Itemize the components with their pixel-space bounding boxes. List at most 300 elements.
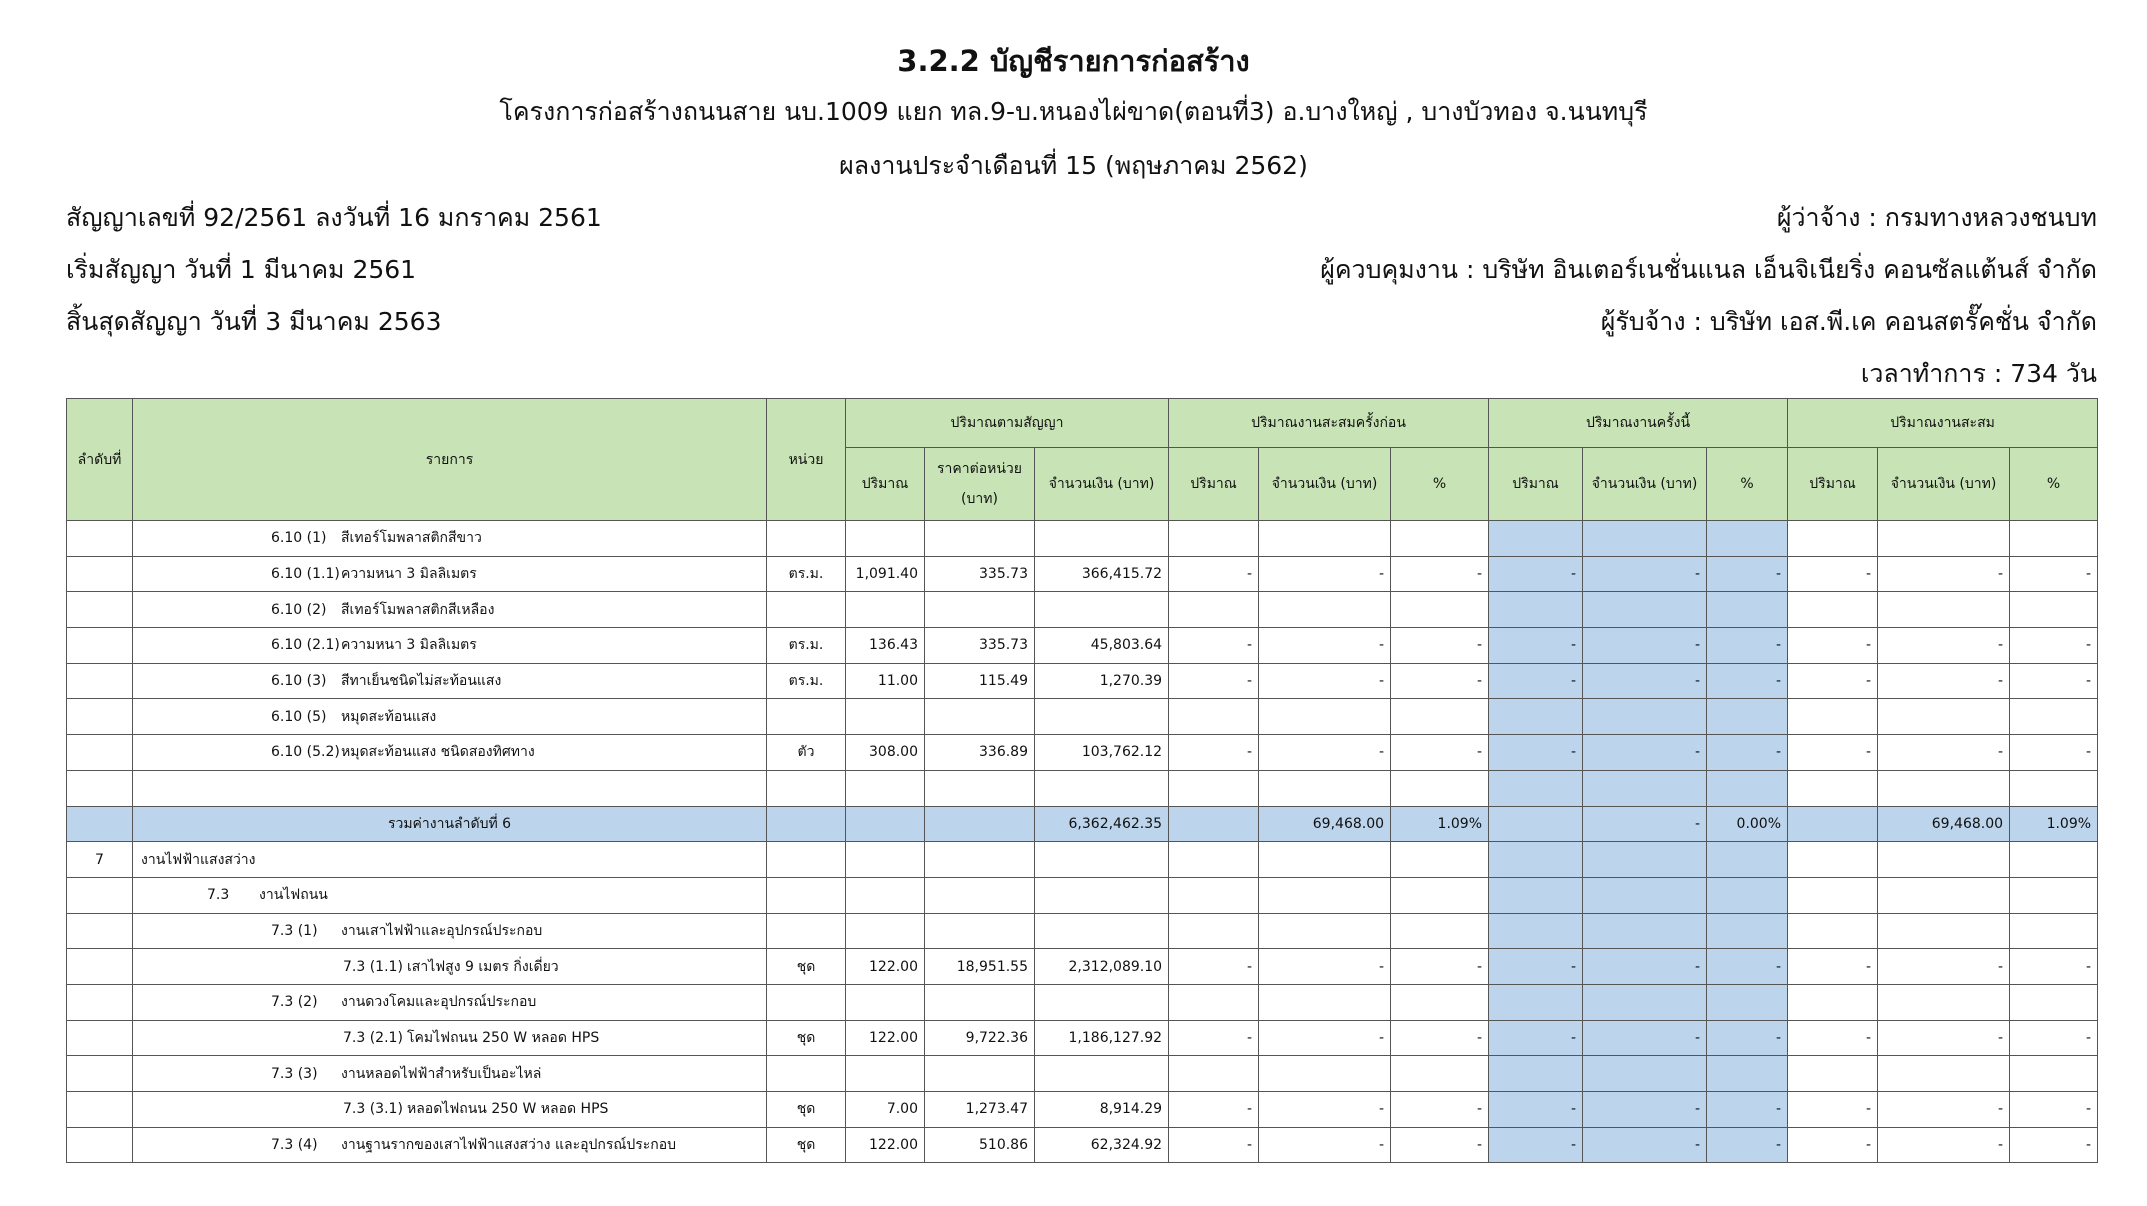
cell-pa <box>1259 913 1391 949</box>
cell-qty <box>846 913 925 949</box>
table-row <box>67 1092 2098 1128</box>
cell-pp: - <box>1391 1127 1489 1163</box>
cell-na <box>1583 877 1707 913</box>
cell-unit <box>767 842 846 878</box>
cell-nq <box>1489 877 1583 913</box>
cell-seq <box>67 628 133 664</box>
cell-pq: - <box>1169 663 1259 699</box>
cell-pa <box>1259 877 1391 913</box>
cell-cp: - <box>2010 556 2098 592</box>
report-period: ผลงานประจำเดือนที่ 15 (พฤษภาคม 2562) <box>839 151 1308 180</box>
cell-pa: - <box>1259 1092 1391 1128</box>
item-description: สีเทอร์โมพลาสติกสีขาว <box>341 530 482 547</box>
cell-np: - <box>1707 735 1788 771</box>
cell-item <box>133 521 767 557</box>
cell-qty <box>846 770 925 806</box>
cell-pp <box>1391 592 1489 628</box>
cell-price <box>925 877 1035 913</box>
cell-na: - <box>1583 1020 1707 1056</box>
cell-na: - <box>1583 663 1707 699</box>
item-code: 6.10 (1.1) <box>271 566 340 583</box>
cell-pp <box>1391 842 1489 878</box>
cell-cp: 1.09% <box>2010 806 2098 842</box>
table-row <box>67 842 2098 878</box>
cell-nq <box>1489 806 1583 842</box>
cell-amount: 6,362,462.35 <box>1035 806 1169 842</box>
cell-ca <box>1878 842 2010 878</box>
cell-cp <box>2010 770 2098 806</box>
table-row <box>67 984 2098 1020</box>
item-code: 6.10 (5.2) <box>271 744 340 761</box>
cell-na: - <box>1583 628 1707 664</box>
cell-amount: 1,270.39 <box>1035 663 1169 699</box>
table-row <box>67 735 2098 771</box>
cell-seq <box>67 592 133 628</box>
cell-seq <box>67 1092 133 1128</box>
col-item: รายการ <box>133 399 767 521</box>
cell-unit <box>767 984 846 1020</box>
col-prev-amount: จำนวนเงิน (บาท) <box>1259 448 1391 521</box>
cell-pq: - <box>1169 628 1259 664</box>
cell-pp <box>1391 984 1489 1020</box>
cell-np: - <box>1707 663 1788 699</box>
cell-np: - <box>1707 1092 1788 1128</box>
cell-qty <box>846 699 925 735</box>
cell-pa <box>1259 770 1391 806</box>
cell-amount <box>1035 842 1169 878</box>
item-code: 7.3 (3) <box>271 1065 318 1082</box>
cell-cp: - <box>2010 628 2098 664</box>
cell-ca: - <box>1878 1020 2010 1056</box>
col-cum-pct: % <box>2010 448 2098 521</box>
cell-unit <box>767 592 846 628</box>
employer: ผู้ว่าจ้าง : กรมทางหลวงชนบท <box>1776 203 2097 232</box>
item-description: เสาไฟสูง 9 เมตร กิ่งเดี่ยว <box>407 958 559 975</box>
cell-cq <box>1788 1056 1878 1092</box>
cell-qty <box>846 592 925 628</box>
item-description: งานไฟฟ้าแสงสว่าง <box>141 851 256 868</box>
col-unit: หน่วย <box>767 399 846 521</box>
cell-pq: - <box>1169 1092 1259 1128</box>
cell-unit: ตร.ม. <box>767 663 846 699</box>
cell-pa <box>1259 699 1391 735</box>
cell-amount: 366,415.72 <box>1035 556 1169 592</box>
cell-nq <box>1489 1056 1583 1092</box>
cell-price: 1,273.47 <box>925 1092 1035 1128</box>
cell-price: 510.86 <box>925 1127 1035 1163</box>
group-previous-cumulative: ปริมาณงานสะสมครั้งก่อน <box>1169 399 1489 448</box>
cell-ca: - <box>1878 949 2010 985</box>
cell-price: 115.49 <box>925 663 1035 699</box>
item-description: สีทาเย็นชนิดไม่สะท้อนแสง <box>341 673 502 690</box>
cell-pq <box>1169 913 1259 949</box>
col-cum-amount: จำนวนเงิน (บาท) <box>1878 448 2010 521</box>
cell-na <box>1583 770 1707 806</box>
cell-price: 9,722.36 <box>925 1020 1035 1056</box>
cell-na <box>1583 592 1707 628</box>
cell-price: 336.89 <box>925 735 1035 771</box>
project-name: โครงการก่อสร้างถนนสาย นบ.1009 แยก ทล.9-บ.หนองไผ่ขาด(ตอนที่3) อ.บางใหญ่ , บางบัวทอง จ.นนทบุรี <box>499 97 1648 126</box>
cell-ca: - <box>1878 735 2010 771</box>
cell-np <box>1707 877 1788 913</box>
cell-na <box>1583 521 1707 557</box>
cell-na: - <box>1583 949 1707 985</box>
table-row <box>67 1020 2098 1056</box>
subtotal-label: รวมค่างานลำดับที่ 6 <box>387 815 512 832</box>
cell-qty: 122.00 <box>846 949 925 985</box>
table-row <box>67 1056 2098 1092</box>
cell-nq <box>1489 770 1583 806</box>
cell-pp: - <box>1391 1020 1489 1056</box>
col-seq: ลำดับที่ <box>67 399 133 521</box>
cell-seq <box>67 770 133 806</box>
cell-unit <box>767 699 846 735</box>
cell-cq <box>1788 770 1878 806</box>
cell-item <box>133 913 767 949</box>
cell-na <box>1583 913 1707 949</box>
cell-price <box>925 842 1035 878</box>
cell-nq <box>1489 842 1583 878</box>
col-unit-price <box>925 448 1035 521</box>
col-prev-qty: ปริมาณ <box>1169 448 1259 521</box>
cell-pp: - <box>1391 628 1489 664</box>
cell-pa <box>1259 842 1391 878</box>
cell-unit: ชุด <box>767 1020 846 1056</box>
item-description: ความหนา 3 มิลลิเมตร <box>341 637 477 654</box>
cell-np <box>1707 984 1788 1020</box>
cell-pp <box>1391 913 1489 949</box>
col-prev-pct: % <box>1391 448 1489 521</box>
cell-amount: 45,803.64 <box>1035 628 1169 664</box>
item-code: 7.3 (4) <box>271 1137 318 1154</box>
table-row <box>67 699 2098 735</box>
cell-pq <box>1169 770 1259 806</box>
cell-qty <box>846 1056 925 1092</box>
cell-nq: - <box>1489 1020 1583 1056</box>
cell-pp: - <box>1391 735 1489 771</box>
cell-amount: 62,324.92 <box>1035 1127 1169 1163</box>
cell-nq: - <box>1489 663 1583 699</box>
cell-na: - <box>1583 806 1707 842</box>
col-now-pct: % <box>1707 448 1788 521</box>
item-description: สีเทอร์โมพลาสติกสีเหลือง <box>341 601 495 618</box>
cell-item <box>133 949 767 985</box>
cell-price: 18,951.55 <box>925 949 1035 985</box>
cell-item <box>133 770 767 806</box>
cell-pp: 1.09% <box>1391 806 1489 842</box>
cell-np: 0.00% <box>1707 806 1788 842</box>
cell-pq: - <box>1169 556 1259 592</box>
cell-price <box>925 913 1035 949</box>
item-code: 6.10 (5) <box>271 708 327 725</box>
cell-price: 335.73 <box>925 556 1035 592</box>
cell-item <box>133 1056 767 1092</box>
col-unit-price-label: ราคาต่อหน่วย <box>937 461 1022 477</box>
cell-np <box>1707 842 1788 878</box>
cell-item <box>133 984 767 1020</box>
table-row <box>67 1127 2098 1163</box>
cell-cp: - <box>2010 735 2098 771</box>
item-code: 7.3 (2.1) <box>343 1029 403 1046</box>
cell-unit <box>767 877 846 913</box>
table-row <box>67 628 2098 664</box>
col-unit-price-currency: (บาท) <box>961 491 998 507</box>
cell-na: - <box>1583 1127 1707 1163</box>
cell-amount <box>1035 913 1169 949</box>
cell-ca: - <box>1878 1092 2010 1128</box>
cell-pq <box>1169 592 1259 628</box>
cell-price <box>925 1056 1035 1092</box>
cell-price <box>925 984 1035 1020</box>
cell-cp <box>2010 699 2098 735</box>
group-cumulative: ปริมาณงานสะสม <box>1788 399 2098 448</box>
cell-pa <box>1259 1056 1391 1092</box>
supervisor: ผู้ควบคุมงาน : บริษัท อินเตอร์เนชั่นแนล เอ็นจิเนียริ่ง คอนซัลแต้นส์ จำกัด <box>1320 255 2097 284</box>
item-code: 6.10 (2) <box>271 601 327 618</box>
cell-pp: - <box>1391 663 1489 699</box>
cell-ca <box>1878 770 2010 806</box>
cell-np <box>1707 913 1788 949</box>
group-this-period: ปริมาณงานครั้งนี้ <box>1489 399 1788 448</box>
cell-qty: 7.00 <box>846 1092 925 1128</box>
cell-cq: - <box>1788 1020 1878 1056</box>
cell-pp <box>1391 770 1489 806</box>
cell-seq <box>67 663 133 699</box>
cell-price <box>925 806 1035 842</box>
cell-cq: - <box>1788 949 1878 985</box>
cell-cq <box>1788 806 1878 842</box>
cell-cq <box>1788 592 1878 628</box>
cell-pp: - <box>1391 1092 1489 1128</box>
cell-cp <box>2010 877 2098 913</box>
cell-na <box>1583 984 1707 1020</box>
cell-cq: - <box>1788 1127 1878 1163</box>
item-code: 7.3 (1.1) <box>343 958 403 975</box>
cell-unit: ตร.ม. <box>767 628 846 664</box>
cell-ca <box>1878 592 2010 628</box>
cell-na <box>1583 699 1707 735</box>
item-description: ความหนา 3 มิลลิเมตร <box>341 566 477 583</box>
cell-unit: ชุด <box>767 1092 846 1128</box>
col-now-amount: จำนวนเงิน (บาท) <box>1583 448 1707 521</box>
cell-amount <box>1035 770 1169 806</box>
cell-pp <box>1391 1056 1489 1092</box>
cell-unit <box>767 806 846 842</box>
cell-seq <box>67 806 133 842</box>
cell-item <box>133 1127 767 1163</box>
cell-amount: 1,186,127.92 <box>1035 1020 1169 1056</box>
item-code: 7.3 <box>207 887 230 904</box>
item-description: งานหลอดไฟฟ้าสำหรับเป็นอะไหล่ <box>341 1065 542 1082</box>
cell-amount <box>1035 1056 1169 1092</box>
table-row <box>67 556 2098 592</box>
col-now-qty: ปริมาณ <box>1489 448 1583 521</box>
contractor: ผู้รับจ้าง : บริษัท เอส.พี.เค คอนสตรั๊คชั่น จำกัด <box>1600 307 2097 336</box>
cell-pp: - <box>1391 949 1489 985</box>
cell-seq <box>67 1056 133 1092</box>
document-title: 3.2.2 บัญชีรายการก่อสร้าง <box>897 44 1250 78</box>
cell-seq <box>67 699 133 735</box>
cell-unit <box>767 521 846 557</box>
cell-qty <box>846 877 925 913</box>
cell-item <box>133 556 767 592</box>
cell-cp: - <box>2010 1020 2098 1056</box>
cell-pa <box>1259 521 1391 557</box>
contract-number: สัญญาเลขที่ 92/2561 ลงวันที่ 16 มกราคม 2561 <box>66 203 602 232</box>
cell-nq: - <box>1489 1127 1583 1163</box>
cell-pa: - <box>1259 663 1391 699</box>
table-row <box>67 770 2098 806</box>
cell-ca <box>1878 984 2010 1020</box>
cell-qty <box>846 521 925 557</box>
contract-start: เริ่มสัญญา วันที่ 1 มีนาคม 2561 <box>66 255 417 284</box>
cell-qty <box>846 842 925 878</box>
cell-item <box>133 806 767 842</box>
cell-pp: - <box>1391 556 1489 592</box>
cell-unit: ตัว <box>767 735 846 771</box>
item-code: 7.3 (2) <box>271 994 318 1011</box>
item-code: 7.3 (1) <box>271 922 318 939</box>
cell-amount <box>1035 521 1169 557</box>
col-contract-amount: จำนวนเงิน (บาท) <box>1035 448 1169 521</box>
cell-pq <box>1169 984 1259 1020</box>
cell-cq: - <box>1788 663 1878 699</box>
cell-qty <box>846 806 925 842</box>
item-description: งานเสาไฟฟ้าและอุปกรณ์ประกอบ <box>341 922 543 939</box>
item-description: งานฐานรากของเสาไฟฟ้าแสงสว่าง และอุปกรณ์ประกอบ <box>341 1137 677 1154</box>
cell-unit: ตร.ม. <box>767 556 846 592</box>
cell-item <box>133 592 767 628</box>
construction-items-table <box>66 398 2098 1163</box>
cell-na: - <box>1583 1092 1707 1128</box>
table-row <box>67 913 2098 949</box>
table-row <box>67 949 2098 985</box>
cell-cp: - <box>2010 1127 2098 1163</box>
cell-cq <box>1788 877 1878 913</box>
cell-unit <box>767 770 846 806</box>
group-contract-qty: ปริมาณตามสัญญา <box>846 399 1169 448</box>
cell-pq <box>1169 699 1259 735</box>
item-description: หมุดสะท้อนแสง <box>341 708 437 725</box>
cell-np <box>1707 521 1788 557</box>
cell-pq <box>1169 806 1259 842</box>
cell-np <box>1707 770 1788 806</box>
cell-seq: 7 <box>67 842 133 878</box>
cell-price <box>925 521 1035 557</box>
cell-pq: - <box>1169 1127 1259 1163</box>
cell-seq <box>67 1020 133 1056</box>
cell-amount: 103,762.12 <box>1035 735 1169 771</box>
cell-pq: - <box>1169 949 1259 985</box>
table-row <box>67 521 2098 557</box>
cell-item <box>133 663 767 699</box>
cell-np: - <box>1707 628 1788 664</box>
col-contract-qty: ปริมาณ <box>846 448 925 521</box>
item-code: 7.3 (3.1) <box>343 1101 403 1118</box>
cell-item <box>133 628 767 664</box>
cell-pp <box>1391 521 1489 557</box>
cell-amount: 2,312,089.10 <box>1035 949 1169 985</box>
cell-ca <box>1878 913 2010 949</box>
cell-seq <box>67 521 133 557</box>
cell-pq <box>1169 842 1259 878</box>
cell-nq: - <box>1489 1092 1583 1128</box>
cell-pq: - <box>1169 735 1259 771</box>
cell-unit <box>767 913 846 949</box>
cell-pa: - <box>1259 949 1391 985</box>
cell-price <box>925 592 1035 628</box>
cell-pa: - <box>1259 1020 1391 1056</box>
cell-item <box>133 699 767 735</box>
cell-nq: - <box>1489 628 1583 664</box>
cell-qty <box>846 984 925 1020</box>
item-description: โคมไฟถนน 250 W หลอด HPS <box>407 1029 600 1046</box>
cell-ca: - <box>1878 1127 2010 1163</box>
table-row <box>67 592 2098 628</box>
cell-cq: - <box>1788 735 1878 771</box>
cell-ca <box>1878 877 2010 913</box>
cell-cq: - <box>1788 556 1878 592</box>
cell-pa: - <box>1259 735 1391 771</box>
cell-cp <box>2010 1056 2098 1092</box>
cell-np: - <box>1707 1127 1788 1163</box>
cell-cp <box>2010 842 2098 878</box>
cell-ca <box>1878 521 2010 557</box>
cell-seq <box>67 913 133 949</box>
cell-price <box>925 699 1035 735</box>
cell-cp <box>2010 913 2098 949</box>
cell-pa <box>1259 592 1391 628</box>
cell-na: - <box>1583 556 1707 592</box>
cell-item <box>133 1020 767 1056</box>
cell-np <box>1707 1056 1788 1092</box>
cell-item <box>133 877 767 913</box>
cell-nq <box>1489 592 1583 628</box>
item-description: งานดวงโคมและอุปกรณ์ประกอบ <box>341 994 537 1011</box>
working-duration: เวลาทำการ : 734 วัน <box>1860 359 2097 388</box>
cell-na <box>1583 1056 1707 1092</box>
cell-qty: 136.43 <box>846 628 925 664</box>
item-code: 6.10 (3) <box>271 673 327 690</box>
cell-np: - <box>1707 556 1788 592</box>
cell-amount <box>1035 877 1169 913</box>
item-code: 6.10 (2.1) <box>271 637 340 654</box>
cell-seq <box>67 949 133 985</box>
cell-na <box>1583 842 1707 878</box>
item-code: 6.10 (1) <box>271 530 327 547</box>
contract-end: สิ้นสุดสัญญา วันที่ 3 มีนาคม 2563 <box>66 307 442 336</box>
cell-cp: - <box>2010 1092 2098 1128</box>
cell-nq <box>1489 984 1583 1020</box>
cell-amount <box>1035 592 1169 628</box>
cell-nq: - <box>1489 556 1583 592</box>
cell-price <box>925 770 1035 806</box>
cell-pq <box>1169 1056 1259 1092</box>
cell-unit: ชุด <box>767 949 846 985</box>
cell-item <box>133 735 767 771</box>
cell-pq <box>1169 877 1259 913</box>
cell-pp <box>1391 877 1489 913</box>
cell-ca: - <box>1878 628 2010 664</box>
cell-cq: - <box>1788 1092 1878 1128</box>
cell-ca: - <box>1878 556 2010 592</box>
cell-np <box>1707 592 1788 628</box>
cell-price: 335.73 <box>925 628 1035 664</box>
cell-pq: - <box>1169 1020 1259 1056</box>
cell-nq: - <box>1489 949 1583 985</box>
cell-pq <box>1169 521 1259 557</box>
cell-seq <box>67 735 133 771</box>
